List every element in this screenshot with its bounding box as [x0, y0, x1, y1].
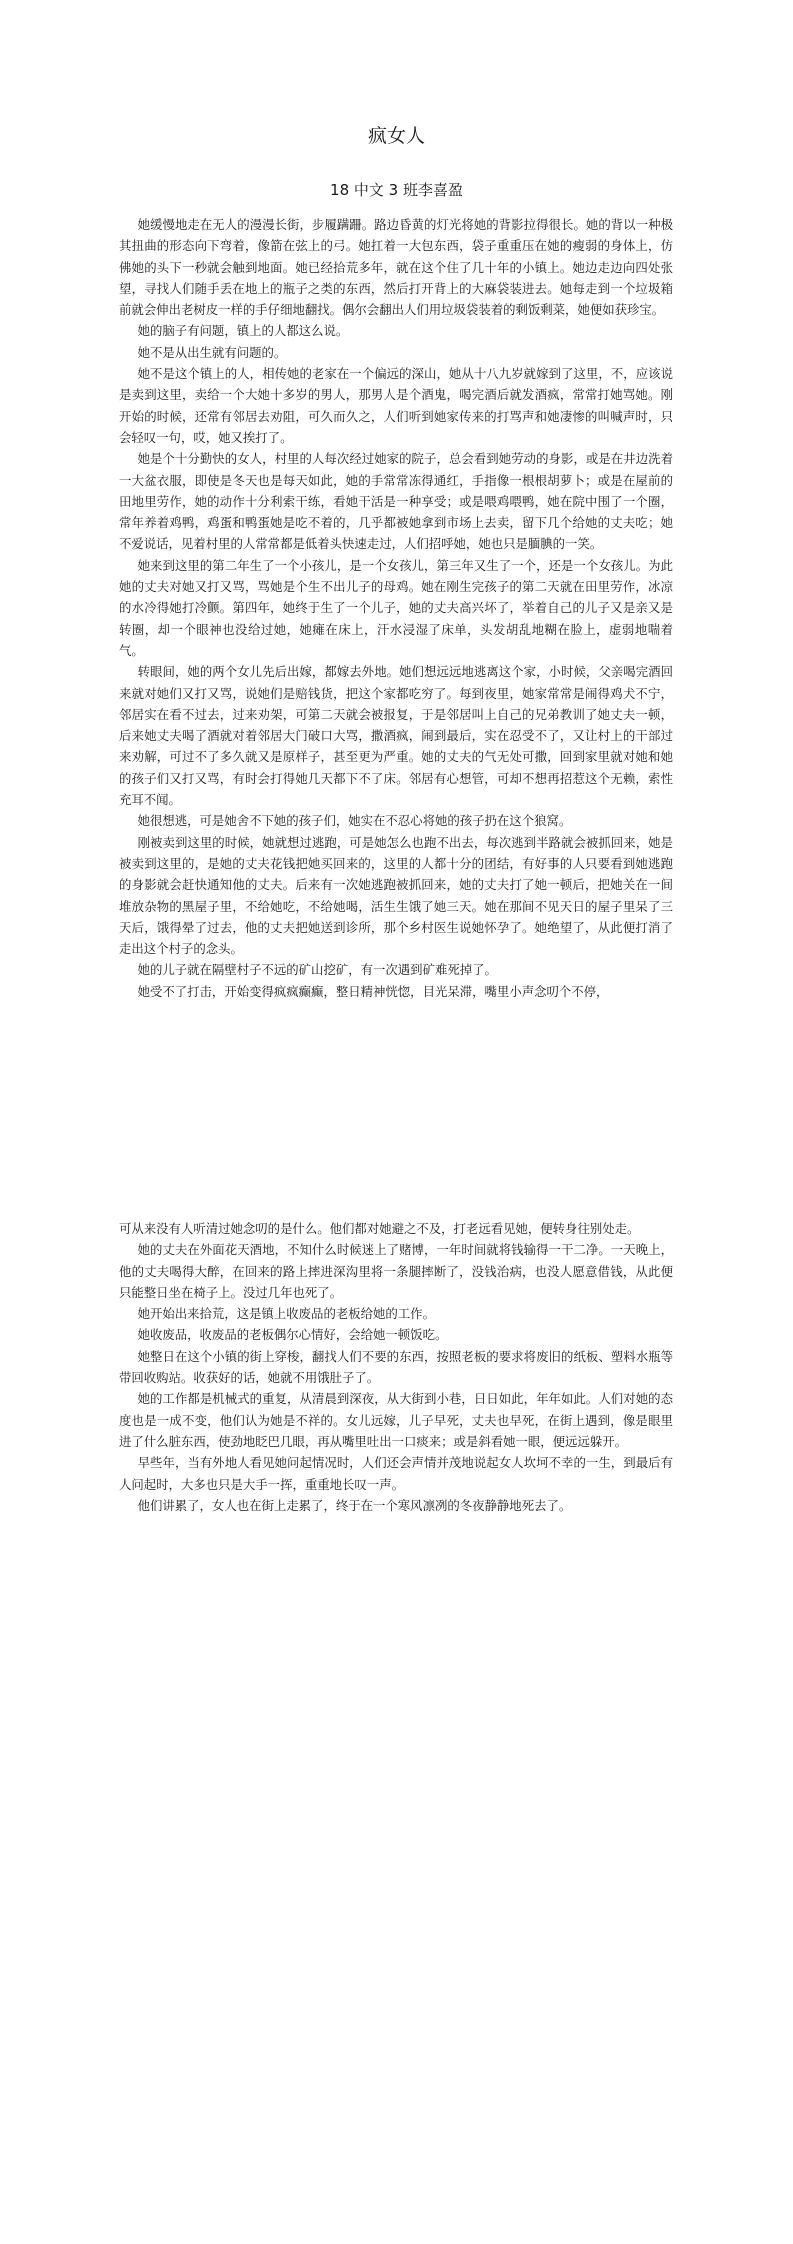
body-text-top	[119, 214, 673, 1002]
paragraph: 她的丈夫在外面花天酒地，不知什么时候迷上了赌博，一年时间就将钱输得一干二净。一天晚上，他的丈夫喝得大醉，在回来的路上摔进深沟里将一条腿摔断了，没钱治病，也没人愿意借钱，从此便只能整日坐在椅子上。没过几年也死了。	[119, 1242, 673, 1300]
paragraph: 他们讲累了，女人也在街上走累了，终于在一个寒风凛冽的冬夜静静地死去了。	[137, 1497, 572, 1513]
document-author: 18 中文 3 班李喜盈	[330, 181, 463, 199]
paragraph: 她的儿子就在隔壁村子不远的矿山挖矿，有一次遇到矿难死掉了。	[137, 962, 497, 978]
paragraph: 刚被卖到这里的时候，她就想过逃跑，可是她怎么也跑不出去，每次逃到半路就会被抓回来，她是被卖到这里的，是她的丈夫花钱把她买回来的，这里的人都十分的团结，有好事的人只要看到她逃跑的身影就会赶快通知他的丈夫。后来有一次她逃跑被抓回来，她的丈夫打了她一顿后，把她关在一间堆放杂物的黑屋子里，不给她吃，不给她喝，活生生饿了她三天。她在那间不见天日的屋子里呆了三天后，饿得晕了过去，他的丈夫把她送到诊所，那个乡村医生说她怀孕了。她绝望了，从此便打消了走出这个村子的念头。	[119, 834, 673, 957]
paragraph: 她的脑子有问题，镇上的人都这么说。	[137, 323, 349, 339]
paragraph: 早些年，当有外地人看见她问起情况时，人们还会声情并茂地说起女人坎坷不幸的一生，到最后有人问起时，大多也只是大手一挥，重重地长叹一声。	[119, 1455, 673, 1492]
paragraph: 她是个十分勤快的女人，村里的人每次经过她家的院子，总会看到她劳动的身影，或是在井边洗着一大盆衣服，即使是冬天也是每天如此，她的手常常冻得通红，手指像一根根胡萝卜；或是在屋前的田地里劳作，她的动作十分利索干练，看她干活是一种享受；或是喂鸡喂鸭，她在院中围了一个圈，常年养着鸡鸭，鸡蛋和鸭蛋她是吃不着的，几乎都被她拿到市场上去卖，留下几个给她的丈夫吃；她不爱说话，见着村里的人常常都是低着头快速走过，人们招呼她，她也只是腼腆的一笑。	[119, 451, 673, 552]
document-title: 疯女人	[367, 125, 425, 147]
paragraph: 她受不了打击，开始变得疯疯癫癫，整日精神恍惚，目光呆滞，嘴里小声念叨个不停，	[137, 983, 609, 999]
paragraph: 转眼间，她的两个女儿先后出嫁，都嫁去外地。她们想远远地逃离这个家，小时候，父亲喝完酒回来就对她们又打又骂，说她们是赔钱货，把这个家都吃穷了。每到夜里，她家常常是闹得鸡犬不宁，邻居实在看不过去，过来劝架，可第二天就会被报复，于是邻居叫上自己的兄弟教训了她丈夫一顿，后来她丈夫喝了酒就对着邻居大门破口大骂，撒酒疯，闹到最后，实在忍受不了，又让村上的干部过来劝解，可过不了多久就又是原样子，甚至更为严重。她的丈夫的气无处可撒，回到家里就对她和她的孩子们又打又骂，有时会打得她几天都下不了床。邻居有心想管，可却不想再招惹这个无赖，索性充耳不闻。	[119, 664, 673, 808]
paragraph-continued: 可从来没有人听清过她念叨的是什么。他们都对她避之不及，打老远看见她，便转身往别处走。	[119, 1221, 640, 1236]
paragraph: 她不是从出生就有问题的。	[137, 344, 287, 360]
body-text-bottom	[119, 1218, 673, 1516]
paragraph: 她收废品，收废品的老板偶尔心情好，会给她一顿饭吃。	[137, 1327, 448, 1343]
paragraph: 她来到这里的第二年生了一个小孩儿，是一个女孩儿，第三年又生了一个，还是一个女孩儿。为此她的丈夫对她又打又骂，骂她是个生不出儿子的母鸡。她在刚生完孩子的第二天就在田里劳作，冰凉的水冷得她打冷颤。第四年，她终于生了一个儿子，她的丈夫高兴坏了，举着自己的儿子又是亲又是转圈，却一个眼神也没给过她，她瘫在床上，汗水浸湿了床单，头发胡乱地糊在脸上，虚弱地喘着气。	[119, 557, 673, 658]
paragraph: 她很想逃，可是她舍不下她的孩子们，她实在不忍心将她的孩子扔在这个狼窝。	[137, 813, 572, 829]
paragraph: 她不是这个镇上的人，相传她的老家在一个偏远的深山，她从十八九岁就嫁到了这里，不，应该说是卖到这里，卖给一个大她十多岁的男人，那男人是个酒鬼，喝完酒后就发酒疯，常常打她骂她。刚开始的时候，还常有邻居去劝阻，可久而久之，人们听到她家传来的打骂声和她凄惨的叫喊声时，只会轻叹一句，哎，她又挨打了。	[119, 366, 673, 445]
paragraph: 她缓慢地走在无人的漫漫长街，步履蹒跚。路边昏黄的灯光将她的背影拉得很长。她的背以一种极其扭曲的形态向下弯着，像箭在弦上的弓。她扛着一大包东西，袋子重重压在她的瘦弱的身体上，仿佛她的头下一秒就会触到地面。她已经拾荒多年，就在这个住了几十年的小镇上。她边走边向四处张望，寻找人们随手丢在地上的瓶子之类的东西，然后打开背上的大麻袋装进去。她每走到一个垃圾箱前就会伸出老树皮一样的手仔细地翻找。偶尔会翻出人们用垃圾袋装着的剩饭剩菜，她便如获珍宝。	[119, 217, 673, 318]
paragraph: 她开始出来拾荒，这是镇上收废品的老板给她的工作。	[137, 1306, 435, 1322]
paragraph: 她整日在这个小镇的街上穿梭，翻找人们不要的东西，按照老板的要求将废旧的纸板、塑料水瓶等带回收购站。收获好的话，她就不用饿肚子了。	[119, 1348, 673, 1386]
paragraph: 她的工作都是机械式的重复，从清晨到深夜，从大街到小巷，日日如此，年年如此。人们对她的态度也是一成不变，他们认为她是不祥的。女儿远嫁，儿子早死，丈夫也早死，在街上遇到，像是眼里进了什么脏东西，使劲地眨巴几眼，再从嘴里吐出一口痰来；或是斜看她一眼，便远远躲开。	[119, 1391, 673, 1449]
